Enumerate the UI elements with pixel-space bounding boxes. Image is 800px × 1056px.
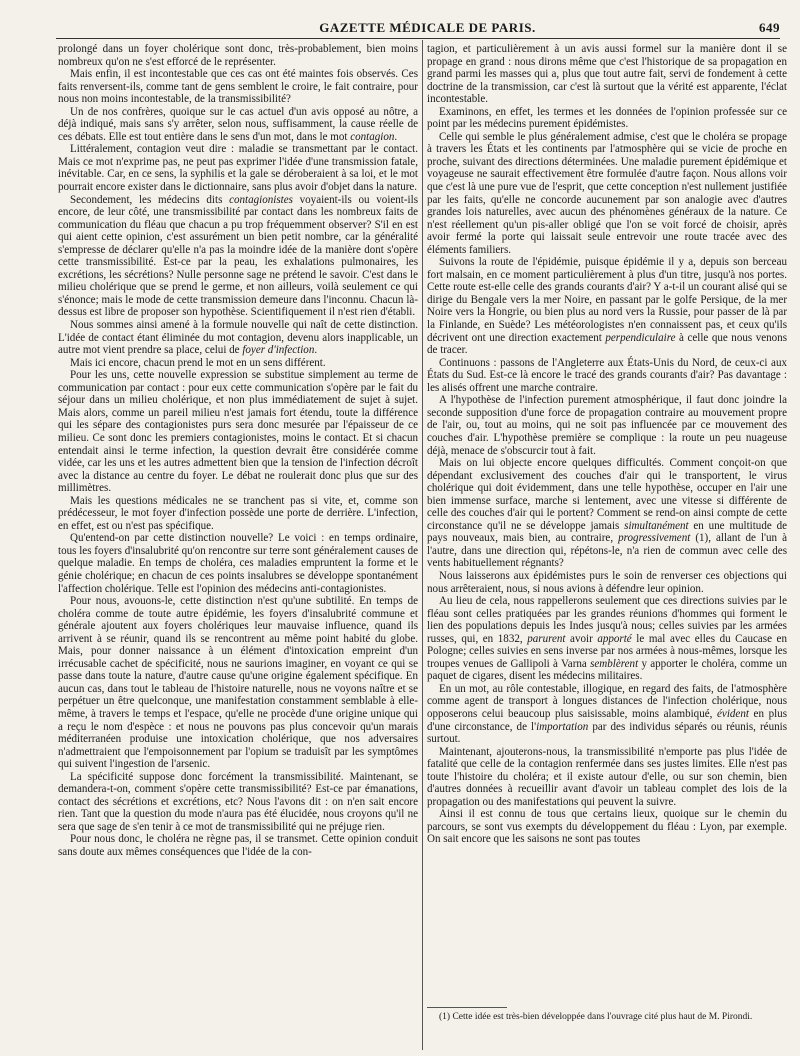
paragraph <box>427 131 787 256</box>
paragraph-text: (1), allant de l'un à l'autre, dans une direction qui, répétons-le, n'a rien de commun avec celle des vents habituellement régnants? <box>427 532 787 570</box>
paragraph <box>58 369 418 494</box>
paragraph <box>427 394 787 457</box>
italic-term: foyer d'infection <box>242 344 315 357</box>
paragraph-text: Mais ici encore, chacun prend le mot en un sens différent. <box>70 356 326 369</box>
paragraph-text: Maintenant, ajouterons-nous, la transmissibilité n'emporte pas plus l'idée de fatalité que celle de la contagion renfermée dans ses justes limites. Elle n'est pas toute l'histoire du choléra; et il existe autour d'elle, ou sur son chemin, bien d'autres données à recueillir avant d'avoir un tableau complet des lois de la propagation ou des manifestations qui peuvent la suivre. <box>427 745 787 808</box>
paragraph-text: La spécificité suppose donc forcément la transmissibilité. Maintenant, se demandera-t-on, comment s'opère cette transmissibilité? Est-ce par émanations, contact des sécrétions et excrétions, etc? Nous l'avons dit : on n'en sait encore rien. Tant que la question du mode n'aura pas été élucidée, nous croyons qu'il ne sera que sage de s'en tenir à ce mot de transmissibilité qui ne préjuge rien. <box>58 770 418 833</box>
paragraph-text: Mais enfin, il est incontestable que ces cas ont été maintes fois observés. Ces faits renversent-ils, comme tant de gens semblent le croire, le fait contraire, pour nous non moins incontestable, de la transmissibilité? <box>58 68 418 106</box>
paragraph-text: Examinons, en effet, les termes et les données de l'opinion professée sur ce point par les médecins purement épidémistes. <box>427 105 787 131</box>
paragraph <box>427 595 787 683</box>
paragraph-text: Pour nous, avouons-le, cette distinction n'est qu'une subtilité. En temps de choléra comme de toute autre épidémie, les foyers d'insalubrité commune et générale ajoutent aux foyers cholériques leur mauvaise influence, quand ils arrivent à se réunir, quand ils se rencontrent au même point habité du globe. Mais, pour donner naissance à un élément d'intoxication empreint d'un irrécusable cachet de spécificité, nous ne saurions imaginer, en voyant ce qui se passe dans toute la nature, d'autre cause qu'une origine également spécifique. En aucun cas, dans tout le tableau de l'histoire naturelle, nous ne voyons naître et se perpétuer un être quelconque, une manifestation constamment semblable à elle-même, à travers le temps et l'espace, qu'elle ne procède d'une origine unique qui a reçu le nom d'espèce : et nous ne pouvons pas plus concevoir qu'un marais méditerranéen produise une intoxication cholérique, que nos adversaires n'admettraient que l'empoisonnement par l'opium se traduisît par les symptômes qui suivent l'ingestion de l'arsenic. <box>58 595 418 771</box>
paragraph-text: voyaient-ils ou voient-ils encore, de leur côté, une transmissibilité par contact dans les nombreux faits de communication du fléau que chacun a pu trop fréquemment observer? S'il en est qui aient cette opinion, c'est assurément un bien petit nombre, car la généralité s'empresse de déclarer qu'elle n'a pas la moindre idée de la manière dont s'opère cette transmissibilité. Est-ce par la peau, les exhalations pulmonaires, les excrétions, les sécrétions? Nulle personne sage ne prétend le savoir. C'est dans le milieu cholérique que se prend le germe, et non ailleurs, voilà seulement ce qui s'énonce; mais le mode de cette transmission demeure dans l'inconnu. Chacun là-dessus est libre de proposer son hypothèse. Scientifiquement il n'est rien d'établi. <box>58 193 418 319</box>
paragraph <box>427 256 787 356</box>
paragraph-text: par des individus séparés ou réunis, réunis surtout. <box>427 720 787 746</box>
italic-term: importation <box>536 720 589 733</box>
paragraph-text: en plus d'une circonstance, de l' <box>427 707 787 733</box>
paragraph-text: En un mot, au rôle contestable, illogique, en regard des faits, de l'atmosphère comme agent de transport à longues distances de l'infection cholérique, nous opposerons celui beaucoup plus saisissable, moins alambiqué, <box>427 682 787 720</box>
paragraph-text: Secondement, les médecins dits <box>70 193 230 206</box>
italic-term: contagionistes <box>229 193 293 206</box>
paragraph-text: Nous sommes ainsi amené à la formule nouvelle qui naît de cette distinction. L'idée de contact étant éliminée du mot contagion, devenu alors inapplicable, un autre mot vient prendre sa place, celui de <box>58 319 418 357</box>
paragraph <box>427 746 787 809</box>
paragraph <box>427 570 787 595</box>
paragraph-text: tagion, et particulièrement à un avis aussi formel sur la manière dont il se propage en grand : nous dirons même que c'est l'historique de sa propagation en grand parmi les masses qui a, plus que tout autre fait, servi de fondement à cette doctrine de la transmission, car c'est là surtout que la vérité est apparente, l'éclat incontestable. <box>427 43 787 106</box>
paragraph-text: Continuons : passons de l'Angleterre aux États-Unis du Nord, de ceux-ci aux États du Sud. Est-ce là encore le tracé des grands courants d'air? Pas davantage : les alisés offrent une marche contraire. <box>427 356 787 394</box>
paragraph-text: le mal avec elles du Caucase en Pologne; celles suivies en sens inverse par nos armées à nous-mêmes, lorsque les troupes venues de Gallipoli à Varna <box>427 632 787 670</box>
page-number: 649 <box>759 20 780 35</box>
paragraph-text: en une multitude de pays nouveaux, mais bien, au contraire, <box>427 519 787 545</box>
paragraph <box>58 143 418 193</box>
paragraph <box>58 194 418 319</box>
paragraph <box>427 106 787 131</box>
paragraph <box>427 357 787 395</box>
paragraph-text: Nous laisserons aux épidémistes purs le soin de renverser ces objections qui nous arrêteraient, nous, si nous avions à défendre leur opinion. <box>427 569 787 595</box>
paragraph-text: à celle que nous venons de tracer. <box>427 331 787 357</box>
paragraph <box>58 771 418 834</box>
page-header <box>56 14 780 36</box>
paragraph <box>58 319 418 357</box>
journal-title: GAZETTE MÉDICALE DE PARIS. <box>319 20 536 35</box>
footnote-rule <box>427 1007 507 1008</box>
paragraph <box>427 808 787 846</box>
paragraph-text: prolongé dans un foyer cholérique sont donc, très-probablement, bien moins nombreux qu'on ne s'est efforcé de le représenter. <box>58 43 418 68</box>
paragraph-text: Mais les questions médicales ne se tranchent pas si vite, et, comme son prédécesseur, le mot foyer d'infection possède une porte de derrière. L'infection, en effet, est ou n'est pas spécifique. <box>58 494 418 532</box>
left-column <box>58 43 418 1051</box>
paragraph-text: . <box>394 130 398 143</box>
paragraph <box>58 833 418 858</box>
italic-term: contagion <box>350 130 395 143</box>
paragraph-text: Pour nous donc, le choléra ne règne pas, il se transmet. Cette opinion conduit sans doute aux mêmes conséquences que l'idée de la con- <box>58 833 418 858</box>
paragraph <box>58 495 418 533</box>
paragraph <box>427 457 787 570</box>
paragraph <box>58 357 418 370</box>
paragraph-text: Au lieu de cela, nous rappellerons seulement que ces directions suivies par le fléau sont celles pratiquées par les grandes réunions d'hommes qui forment le lien des populations depuis les Indes jusqu'à nous; celles suivies par les armées russes, qui, en 1832, <box>427 595 787 645</box>
italic-term: perpendiculaire <box>605 331 676 344</box>
paragraph-text: Ainsi il est connu de tous que certains lieux, quoique sur le chemin du parcours, se sont vus exempts du développement du fléau : Lyon, par exemple. On sait encore que les saisons ne sont pas toutes <box>427 808 787 846</box>
paragraph-text: Un de nos confrères, quoique sur le cas actuel d'un avis opposé au nôtre, a déjà indiqué, mais sans s'y arrêter, selon nous, suffisamment, la cause réelle de ces débats. Elle est tout entière dans le sens d'un mot, dans le mot <box>58 105 418 143</box>
paragraph-text: Pour les uns, cette nouvelle expression se substitue simplement au terme de communication par contact : pour eux cette communication s'opère par le fait du séjour dans un milieu cholérique, et non plus immédiatement de sujet à sujet. Mais alors, comme un pareil milieu n'est jamais fort étendu, toute la différence qui les sépare des contagionistes purs sera donc mesurée par l'épaisseur de ce milieu. Ce sont donc les premiers contagionistes, moins le contact. Et si chacun entendait ainsi le terme infection, la question devrait être considérée comme vidée, car les uns et les autres admettent bien que la tension de l'infection décroît avec la distance au centre du foyer. Le débat ne roulerait donc plus que sur des millimètres. <box>58 369 418 495</box>
paragraph-text: . <box>314 344 318 357</box>
italic-term: parurent <box>527 632 566 645</box>
paragraph-text: Qu'entend-on par cette distinction nouvelle? Le voici : en temps ordinaire, tous les foyers d'insalubrité qu'on rencontre sur terre sont généralement causes de quelque maladie. En temps de choléra, ces maladies empruntent la forme et le génie cholérique; en chacun de ces points insalubres se développe spontanément l'affection cholérique. Telle est l'opinion des médecins anti-contagionistes. <box>58 532 418 595</box>
paragraph <box>58 68 418 106</box>
paragraph-text: Littéralement, contagion veut dire : maladie se transmettant par le contact. Mais ce mot n'exprime pas, ne peut pas exprimer l'idée d'une transmission fatale, inévitable. Car, en ce sens, la syphilis et la gale se déroberaient à sa loi, et le mot pourrait encore exister dans le dictionnaire, sans plus avoir d'objet dans la nature. <box>58 143 418 194</box>
italic-term: semblèrent <box>590 657 639 670</box>
column-divider <box>422 40 423 1050</box>
paragraph-text: Celle qui semble le plus généralement admise, c'est que le choléra se propage à travers les États et les continents par l'atmosphère qui se vicie de proche en proche, suivant des directions déterminées. Une maladie purement épidémique et voyageuse ne saurait effectivement être formulée d'autre façon. Nous allons voir que c'est là une pure vue de l'esprit, que cette conception n'est nullement justifiée par les faits, qu'elle ne concorde aucunement par son analogie avec d'autres grandes lois naturelles, avec aucun des phénomènes généraux de la nature. Ce n'est réellement qu'un pis-aller obligé que l'on se voit forcé de choisir, après avoir fermé la porte qui laissait seule entrevoir une route tracée avec des éléments familiers. <box>427 130 787 256</box>
paragraph <box>58 595 418 771</box>
paragraph-text: Suivons la route de l'épidémie, puisque épidémie il y a, depuis son berceau fort malsain, en ce moment particulièrement à plus d'un titre, jusqu'à nos portes. Cette route est-elle celle des grands courants d'air? Y a-t-il un courant alisé qui se dirige du Bengale vers la mer Noire, en passant par le golfe Persique, de la mer Noire vers la Hongrie, ou bien plus au nord vers la Russie, pour passer de là par la Finlande, en Suède? Les météorologistes n'en connaissent pas, et ceux qu'ils décrivent ont une direction exactement <box>427 256 787 344</box>
italic-term: évident <box>717 707 749 720</box>
paragraph <box>58 43 418 68</box>
paragraph-text: A l'hypothèse de l'infection purement atmosphérique, il faut donc joindre la seconde supposition d'une force de propagation contraire au mouvement propre de l'air, ou, tout au moins, qui ne soit pas influencée par ce mouvement des couches d'air. L'hypothèse première se complique : la route un peu nuageuse déjà, menace de s'obscurcir tout à fait. <box>427 394 787 457</box>
paragraph-text: avoir <box>565 632 598 645</box>
italic-term: progressivement <box>618 532 691 545</box>
paragraph-text: Mais on lui objecte encore quelques difficultés. Comment conçoit-on que dépendant exclusivement des couches d'air qui le transportent, le virus cholérique qui doit évidemment, dans une telle hypothèse, occuper en l'air une bien immense surface, marche si lentement, avec une vitesse si différente de celle des couches d'air qui le portent? Comment se rend-on ainsi compte de cette circonstance qu'il ne se développe jamais <box>427 457 787 532</box>
paragraph <box>427 43 787 106</box>
footnote: (1) Cette idée est très-bien développée dans l'ouvrage cité plus haut de M. Pirondi. <box>439 1012 753 1022</box>
header-rule <box>56 38 780 39</box>
paragraph <box>58 532 418 595</box>
paragraph <box>427 683 787 746</box>
right-column <box>427 43 787 1003</box>
paragraph-text: y apporter le choléra, comme un paquet de cigares, disent les médecins militaires. <box>427 657 788 683</box>
italic-term: simultanément <box>624 519 689 532</box>
italic-term: apporté <box>597 632 632 645</box>
paragraph <box>58 106 418 144</box>
